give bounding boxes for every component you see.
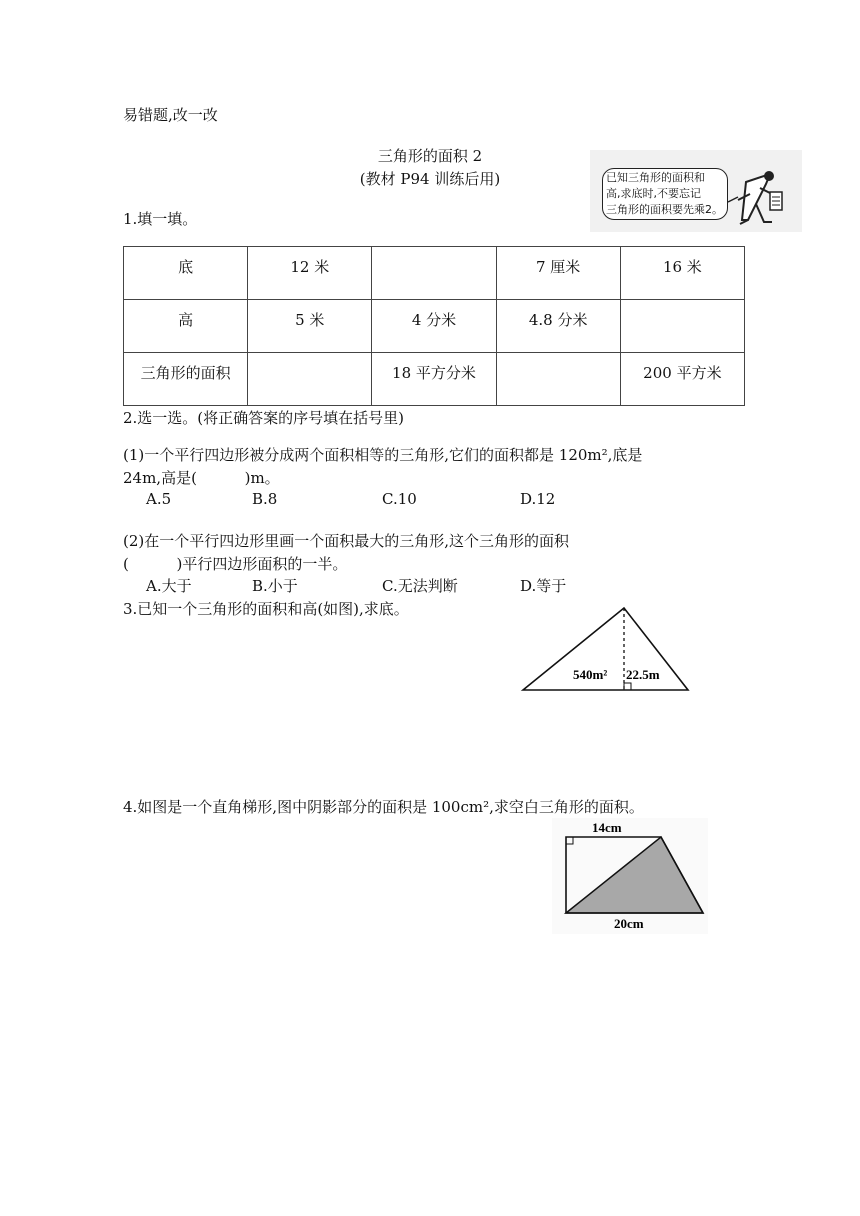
table-cell: 三角形的面积: [124, 353, 248, 406]
q2-1-option-c: C.10: [382, 490, 417, 508]
page-title: 三角形的面积 2: [377, 147, 483, 165]
page-subtitle: (教材 P94 训练后用): [359, 170, 501, 188]
q2-2-line-2: ( )平行四边形面积的一半。: [123, 555, 348, 573]
q2-2-line-1: (2)在一个平行四边形里画一个面积最大的三角形,这个三角形的面积: [123, 532, 570, 550]
q3-label: 3.已知一个三角形的面积和高(如图),求底。: [123, 600, 409, 618]
table-cell: [248, 353, 372, 406]
q4-label: 4.如图是一个直角梯形,图中阴影部分的面积是 100cm²,求空白三角形的面积。: [123, 798, 644, 816]
table-cell: 200 平方米: [620, 353, 744, 406]
triangle-figure: [515, 602, 697, 696]
q2-1-option-d: D.12: [520, 490, 556, 508]
table-cell: 12 米: [248, 247, 372, 300]
table-cell: [372, 247, 496, 300]
trapezoid-figure: [552, 818, 708, 934]
trapezoid-top-label: 14cm: [592, 820, 622, 835]
q2-1-option-a: A.5: [146, 490, 172, 508]
table-cell: 18 平方分米: [372, 353, 496, 406]
table-cell: 底: [124, 247, 248, 300]
q2-1-option-b: B.8: [252, 490, 278, 508]
tip-line-3: 三角形的面积要先乘2。: [606, 203, 723, 216]
tip-line-2: 高,求底时,不要忘记: [606, 187, 701, 200]
header-note: 易错题,改一改: [123, 106, 218, 124]
q2-label: 2.选一选。(将正确答案的序号填在括号里): [123, 409, 405, 427]
fill-table: [123, 246, 745, 406]
trapezoid-bottom-label: 20cm: [614, 916, 644, 931]
tip-illustration: [590, 150, 802, 232]
q2-2-option-c: C.无法判断: [382, 577, 458, 595]
cartoon-figure-icon: [726, 164, 796, 230]
tip-bubble: [602, 168, 728, 220]
q2-2-option-b: B.小于: [252, 577, 298, 595]
triangle-height-label: 22.5m: [626, 667, 660, 682]
table-row: [124, 300, 745, 353]
q2-2-option-a: A.大于: [146, 577, 192, 595]
q2-1-line-2: 24m,高是( )m。: [123, 469, 280, 487]
q1-label: 1.填一填。: [123, 210, 198, 228]
table-cell: [496, 353, 620, 406]
triangle-area-label: 540m²: [573, 667, 608, 682]
table-cell: 7 厘米: [496, 247, 620, 300]
table-cell: 4 分米: [372, 300, 496, 353]
table-cell: 5 米: [248, 300, 372, 353]
table-row: [124, 247, 745, 300]
q2-2-option-d: D.等于: [520, 577, 567, 595]
table-cell: 4.8 分米: [496, 300, 620, 353]
tip-line-1: 已知三角形的面积和: [606, 171, 705, 184]
table-row: [124, 353, 745, 406]
table-cell: 高: [124, 300, 248, 353]
table-cell: 16 米: [620, 247, 744, 300]
table-cell: [620, 300, 744, 353]
q2-1-line-1: (1)一个平行四边形被分成两个面积相等的三角形,它们的面积都是 120m²,底是: [123, 446, 643, 464]
